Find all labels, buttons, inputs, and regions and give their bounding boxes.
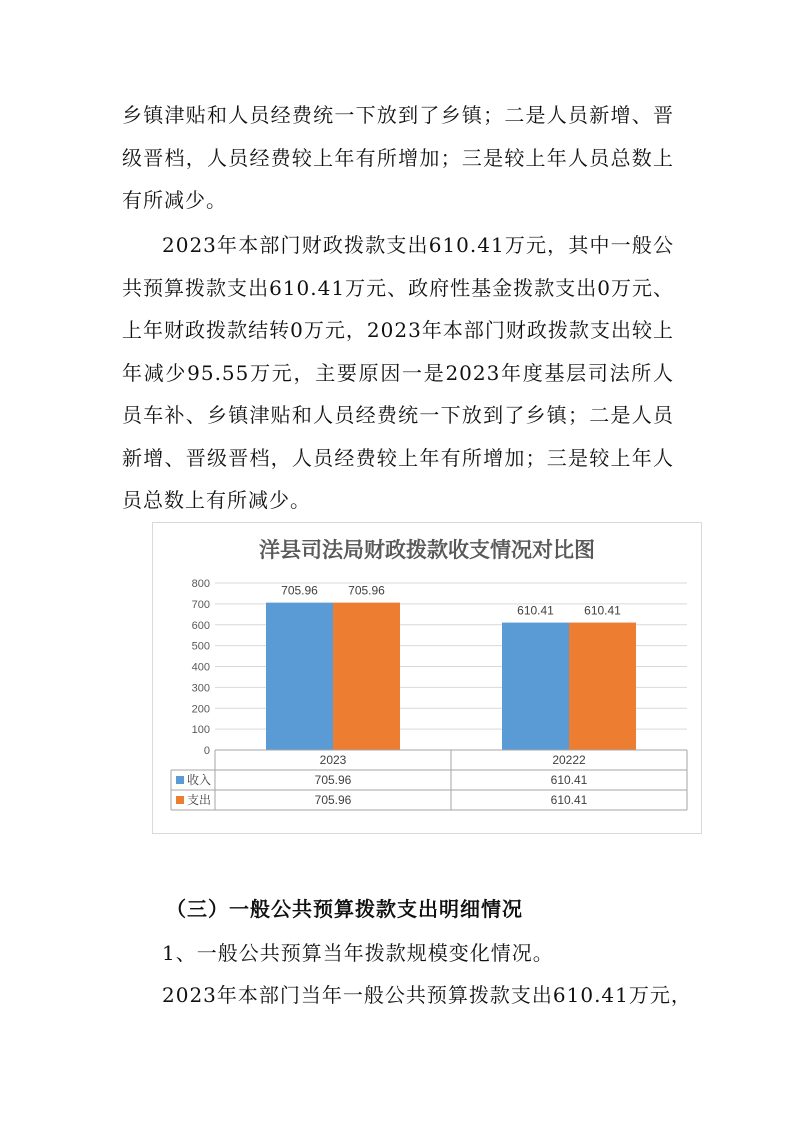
item-text: 2023年本部门当年一般公共预算拨款支出610.41万元， bbox=[162, 983, 692, 1007]
y-tick-label: 500 bbox=[191, 640, 210, 653]
item-title: 1、一般公共预算当年拨款规模变化情况。 bbox=[162, 941, 554, 965]
table-value: 705.96 bbox=[314, 773, 352, 787]
y-tick-label: 700 bbox=[191, 598, 210, 611]
paragraph-continued: 乡镇津贴和人员经费统一下放到了乡镇；二是人员新增、晋级晋档，人员经费较上年有所增加；三是较上年人员总数上有所减少。 bbox=[122, 103, 674, 212]
paragraph-expenditure: 2023年本部门财政拨款支出610.41万元，其中一般公共预算拨款支出610.41万元、政府性基金拨款支出0万元、上年财政拨款结转0万元，2023年本部门财政拨款支出较上年减少95.55万元，主要原因一是2023年度基层司法所人员车补、乡镇津贴和人员经费统一下放到了乡镇；二是人员新增、晋级晋档，人员经费较上年有所增加；三是较上年人员总数上有所减少。 bbox=[122, 233, 674, 512]
legend-entry: 收入 bbox=[187, 773, 212, 787]
bar-支出 bbox=[333, 603, 400, 750]
bar-收入 bbox=[502, 623, 569, 750]
table-value: 705.96 bbox=[314, 793, 352, 807]
bar-chart bbox=[152, 522, 702, 834]
legend-key bbox=[176, 796, 184, 804]
table-value: 610.41 bbox=[550, 773, 588, 787]
y-tick-label: 300 bbox=[191, 682, 210, 695]
y-tick-label: 800 bbox=[191, 578, 210, 590]
data-label: 610.41 bbox=[584, 603, 621, 618]
table-value: 610.41 bbox=[550, 793, 588, 807]
table-category-label: 20222 bbox=[552, 753, 586, 767]
chart-title: 洋县司法局财政拨款收支情况对比图 bbox=[259, 537, 595, 562]
data-label: 610.41 bbox=[517, 603, 554, 618]
bar-支出 bbox=[569, 623, 636, 750]
y-tick-label: 100 bbox=[191, 724, 210, 737]
data-label: 705.96 bbox=[281, 583, 318, 598]
y-tick-label: 0 bbox=[203, 745, 210, 757]
y-tick-label: 600 bbox=[191, 619, 210, 632]
y-tick-label: 200 bbox=[191, 703, 210, 716]
y-tick-label: 400 bbox=[191, 661, 210, 674]
table-category-label: 2023 bbox=[319, 753, 347, 767]
section-heading: （三）一般公共预算拨款支出明细情况 bbox=[166, 897, 523, 921]
legend-key bbox=[176, 776, 184, 784]
bar-收入 bbox=[266, 603, 333, 750]
data-label: 705.96 bbox=[348, 583, 385, 598]
legend-entry: 支出 bbox=[187, 793, 212, 807]
